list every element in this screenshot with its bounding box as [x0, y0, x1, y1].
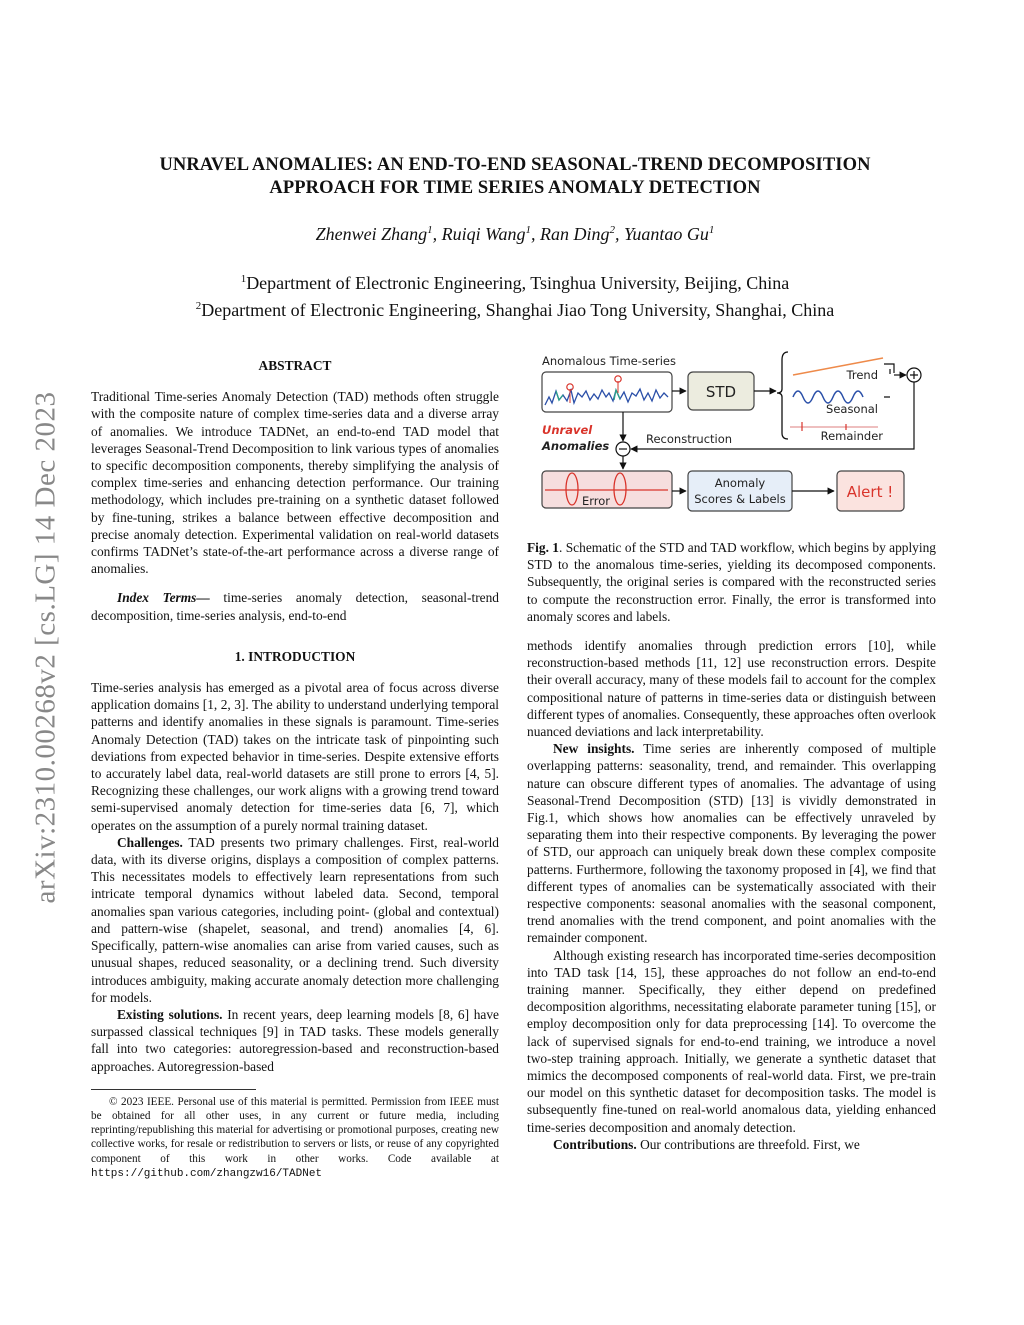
- code-link[interactable]: https://github.com/zhangzw16/TADNet: [91, 1167, 323, 1180]
- input-series-box: [542, 372, 672, 412]
- author: Yuantao Gu$^1$: [624, 224, 715, 244]
- arxiv-identifier-stamp: arXiv:2310.00268v2 [cs.LG] 14 Dec 2023: [29, 391, 62, 903]
- seasonal-label: Seasonal: [826, 402, 878, 416]
- anomalous-series-label: Anomalous Time-series: [542, 354, 676, 368]
- existing-research-paragraph: Although existing research has incorporated time-series decomposition into TAD task [14, 15], these approaches do not follow an end-to-end training manner. Specifically, they either depend on predefined decomposition algorithms, necessitating elaborate parameter tuning [15], or employ decomposition only for data preprocessing [14]. To overcome the lack of supervised signals for end-to-end training, we introduce a novel two-step training approach. Initially, we generate a synthetic dataset that mimics the decomposed components of real-world data. First, we pre-train our model on this synthetic dataset for decomposition tasks. The model is subsequently fine-tuned on real-world anomalous data, yielding enhanced time-series decomposition and anomaly detection.: [527, 947, 936, 1135]
- std-tad-workflow-diagram: [528, 345, 938, 520]
- contributions-paragraph: Contributions. Our contributions are threefold. First, we: [553, 1136, 860, 1152]
- author: Ran Ding$^2$,: [540, 224, 624, 244]
- affiliation: $^2$Department of Electronic Engineering, Shanghai Jiao Tong University, Shanghai, China: [195, 300, 835, 320]
- author: Ruiqi Wang$^1$,: [441, 224, 540, 244]
- existing-solutions-paragraph: Existing solutions. In recent years, deep learning models [8, 6] have surpassed classical techniques [9] in TAD tasks. These models generally fall into two categories: autoregression-based and reconstruction-based approaches. Autoregression-based: [91, 1006, 499, 1074]
- affiliation: $^1$Department of Electronic Engineering, Tsinghua University, Beijing, China: [240, 273, 790, 293]
- title-line-1: UNRAVEL ANOMALIES: AN END-TO-END SEASONAL-TREND DECOMPOSITION: [159, 155, 871, 175]
- footnote-divider: [91, 1089, 256, 1090]
- reconstruction-label: Reconstruction: [646, 432, 733, 446]
- alert-label: Alert !: [846, 483, 894, 501]
- trend-label: Trend: [846, 368, 878, 382]
- anomalies-label: Anomalies: [542, 439, 610, 453]
- sum-lines: [884, 364, 894, 397]
- paper-title: [100, 154, 930, 200]
- challenges-paragraph: Challenges. TAD presents two primary challenges. First, real-world data, with its diverse origins, displays a composition of complex patterns. This necessitates models to effectively learn representations from such intricate temporal dynamics without labeled data. Second, temporal anomalies span various categories, including point- (global and contextual) and pattern-wise (shapelet, seasonal, and trend) anomalies [4, 6]. Specifically, pattern-wise anomalies can arise from varied causes, such as unusual shapes, reduced seasonality, or a declining trend. Such diversity introduces ambiguity, making accurate anomaly detection more challenging for models.: [91, 834, 499, 1005]
- unravel-label: Unravel: [542, 423, 593, 437]
- std-label: STD: [705, 383, 737, 401]
- index-terms: Index Terms— time-series anomaly detection, seasonal-trend decomposition, time-series analysis, end-to-end: [91, 590, 499, 623]
- abstract-heading: ABSTRACT: [258, 358, 332, 373]
- figure-1-schematic: [528, 345, 938, 520]
- remainder-label: Remainder: [820, 429, 883, 443]
- intro-paragraph: Time-series analysis has emerged as a pivotal area of focus across diverse application domains [1, 2, 3]. The ability to understand underlying temporal patterns and identify anomalies in these signals is paramount. Time-series Anomaly Detection (TAD) takes on the intricate task of pinpointing such deviations from expected behavior in time-series. Despite extensive efforts to accurately label data, real-world datasets are still prone to errors [4, 5]. Recognizing these challenges, our work aligns with a growing trend toward semi-supervised anomaly detection for time-series data [6, 7], which operates on the assumption of a purely normal training dataset.: [91, 680, 499, 833]
- error-label: Error: [581, 494, 611, 508]
- new-insights-paragraph: New insights. Time series are inherently composed of multiple overlapping patterns: seasonality, trend, and remainder. This overlapping nature can obscure different types of anomalies. The advantage of using Seasonal-Trend Decomposition (STD) [13] is vividly demonstrated in Fig.1, which shows how anomalies can be effectively unraveled by separating them into their respective components. By leveraging the power of STD, our approach can uniquely break down these complex composite patterns. Furthermore, following the taxonomy proposed in [4], we find that different types of anomalies can be systematically associated with their respective components: seasonal anomalies with the seasonal component, trend anomalies with the trend component, and point anomalies with the remainder component.: [527, 741, 936, 946]
- title-line-2: APPROACH FOR TIME SERIES ANOMALY DETECTION: [269, 178, 761, 198]
- section-heading-introduction: 1. INTRODUCTION: [234, 648, 356, 664]
- scores-label-line-2: Scores & Labels: [694, 492, 786, 506]
- copyright-footnote: © 2023 IEEE. Personal use of this material is permitted. Permission from IEEE must be obtained for all other uses, in any current or future media, including reprinting/republishing this material for advertising or promotional purposes, creating new collective works, for resale or redistribution to servers or lists, or reuse of any copyrighted component of this work in other works. Code available at https://github.com/zhangzw16/TADNet: [91, 1095, 499, 1180]
- methods-paragraph: methods identify anomalies through prediction errors [10], while reconstruction-based methods [11, 12] use reconstruction errors. Despite their overall accuracy, many of these models fail to account for the complex compositional nature of patterns in time-series data or distinguish between different types of anomalies. Consequently, these approaches often overlook nuanced deviations and lack interpretability.: [527, 638, 936, 740]
- left-column: [91, 357, 499, 1181]
- author-list: [100, 224, 930, 245]
- components-brace: [777, 352, 788, 439]
- figure-label: Fig. 1: [527, 540, 560, 555]
- scores-label-line-1: Anomaly: [714, 476, 766, 490]
- author: Zhenwei Zhang$^1$,: [315, 224, 442, 244]
- right-column: [527, 637, 936, 1153]
- abstract-text: Traditional Time-series Anomaly Detection (TAD) methods often struggle with the composite nature of complex time-series data and a diverse array of anomalies. We introduce TADNet, an end-to-end TAD model that leverages Seasonal-Trend Decomposition to link various types of anomalies to specific decomposition components, thereby simplifying the analysis of complex time-series and enhancing detection performance. Our training methodology, which includes pre-training on a synthetic dataset followed by fine-tuning, strikes a balance between effective decomposition and precise anomaly detection. Experimental validation on real-world datasets confirms TADNet’s state-of-the-art performance across a diverse range of anomalies.: [91, 389, 499, 577]
- affiliations: [100, 268, 930, 322]
- figure-caption: Fig. 1. Schematic of the STD and TAD workflow, which begins by applying STD to the anomalous time-series, yielding its decomposed components. Subsequently, the original series is compared with the reconstructed series to compute the reconstruction error. Finally, the error is transformed into anomaly scores and labels.: [527, 540, 936, 624]
